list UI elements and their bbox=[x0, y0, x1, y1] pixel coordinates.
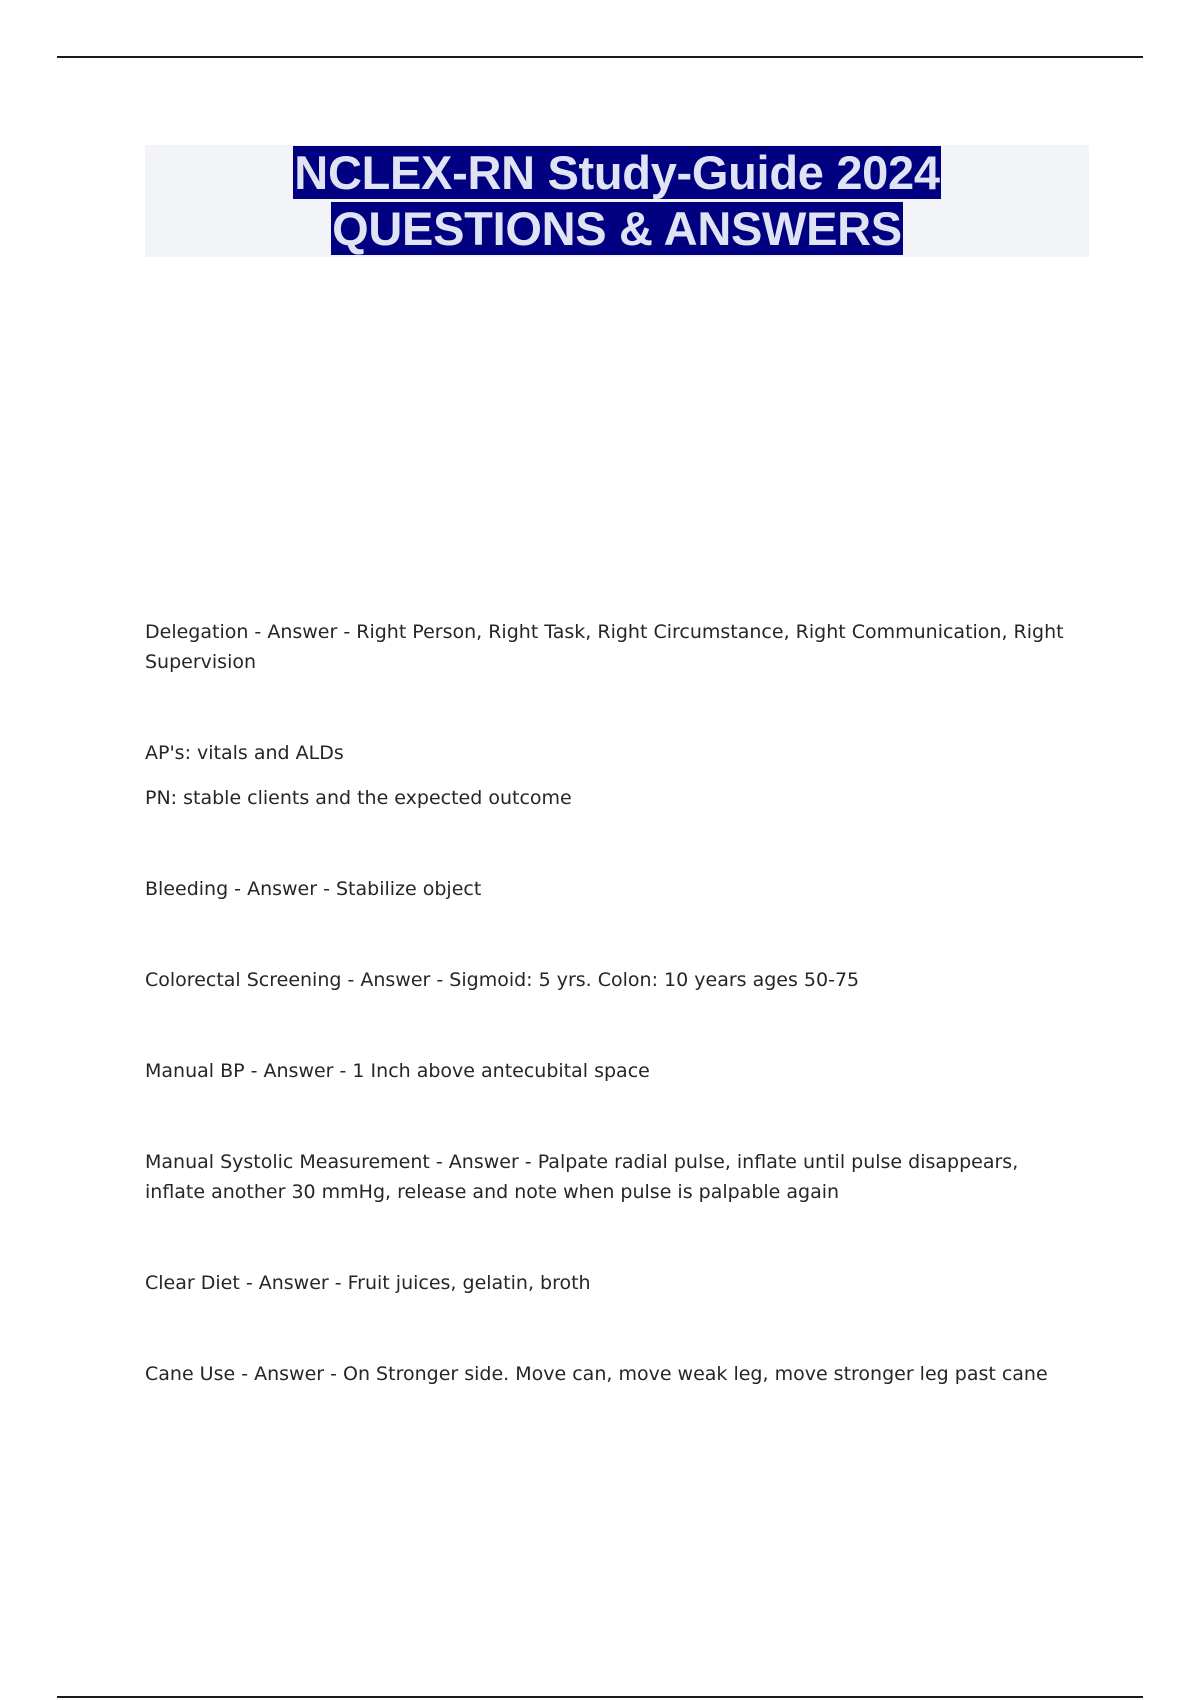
qa-text: Colorectal Screening - Answer - Sigmoid: 5 yrs. Colon: 10 years ages 50-75 bbox=[145, 969, 860, 991]
qa-text: AP's: vitals and ALDs bbox=[145, 742, 344, 764]
document-title bbox=[145, 145, 1089, 257]
qa-list bbox=[145, 617, 1065, 1389]
qa-entry-cane-use bbox=[145, 1359, 1065, 1389]
qa-entry-systolic bbox=[145, 1147, 1065, 1207]
footer-rule bbox=[57, 1696, 1143, 1698]
qa-entry-delegation bbox=[145, 617, 1065, 677]
qa-text: Manual BP - Answer - 1 Inch above antecubital space bbox=[145, 1060, 650, 1082]
qa-text: Delegation - Answer - Right Person, Right Task, Right Circumstance, Right Communication, Right Supervision bbox=[145, 621, 1064, 673]
qa-entry-manual-bp bbox=[145, 1056, 1065, 1086]
title-line-1: NCLEX-RN Study-Guide 2024 bbox=[294, 146, 940, 199]
qa-text: Manual Systolic Measurement - Answer - Palpate radial pulse, inflate until pulse disappears, inflate another 30 mmHg, release and note when pulse is palpable again bbox=[145, 1151, 1019, 1203]
title-line-2: QUESTIONS & ANSWERS bbox=[332, 202, 902, 255]
qa-text: Clear Diet - Answer - Fruit juices, gelatin, broth bbox=[145, 1272, 591, 1294]
qa-entry-aps bbox=[145, 738, 1065, 768]
header-rule bbox=[57, 56, 1143, 58]
qa-text: Bleeding - Answer - Stabilize object bbox=[145, 878, 482, 900]
qa-text: PN: stable clients and the expected outcome bbox=[145, 787, 572, 809]
qa-text: Cane Use - Answer - On Stronger side. Move can, move weak leg, move stronger leg past cane bbox=[145, 1363, 1048, 1385]
qa-entry-bleeding bbox=[145, 874, 1065, 904]
qa-entry-pn bbox=[145, 783, 1065, 813]
qa-entry-colorectal bbox=[145, 965, 1065, 995]
qa-entry-clear-diet bbox=[145, 1268, 1065, 1298]
